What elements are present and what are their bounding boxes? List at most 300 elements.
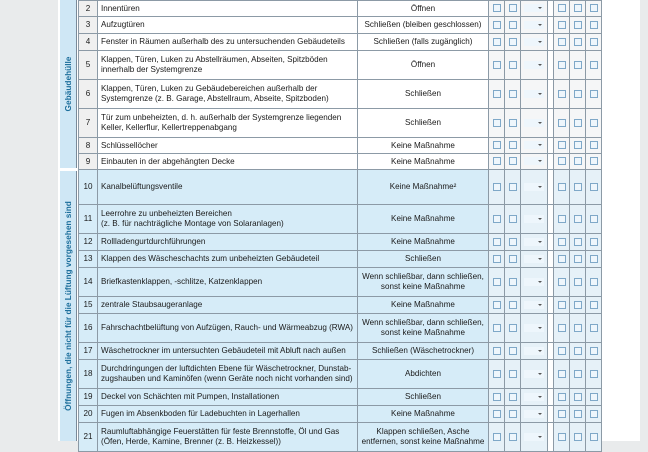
checkbox-cell xyxy=(570,297,586,314)
checkbox-cell xyxy=(554,80,570,109)
dropdown-cell xyxy=(521,51,548,80)
checkbox[interactable] xyxy=(558,157,566,165)
checkbox[interactable] xyxy=(509,215,517,223)
checkbox[interactable] xyxy=(493,347,501,355)
checkbox-cell xyxy=(586,343,602,360)
checkbox-cell xyxy=(586,1,602,17)
section-label-building-envelope xyxy=(60,0,77,168)
row-number: 6 xyxy=(79,80,98,109)
checkbox-cell xyxy=(505,297,521,314)
checkbox[interactable] xyxy=(558,90,566,98)
checkbox-cell xyxy=(489,138,505,154)
status-dropdown[interactable] xyxy=(524,278,544,286)
checkbox[interactable] xyxy=(558,255,566,263)
table-row xyxy=(79,343,602,360)
checkbox-cell xyxy=(505,343,521,360)
table-row xyxy=(79,34,602,51)
table-row xyxy=(79,1,602,17)
row-number: 3 xyxy=(79,17,98,34)
checkbox[interactable] xyxy=(493,433,501,441)
checkbox[interactable] xyxy=(509,238,517,246)
checkbox[interactable] xyxy=(574,410,582,418)
checkbox-cell xyxy=(586,80,602,109)
checkbox-cell xyxy=(554,17,570,34)
checkbox-cell xyxy=(505,406,521,423)
checkbox-cell xyxy=(489,34,505,51)
row-number: 11 xyxy=(79,205,98,234)
row-measure: Schließen xyxy=(358,251,489,268)
checkbox-cell xyxy=(554,51,570,80)
checkbox-cell xyxy=(554,205,570,234)
table-row xyxy=(79,80,602,109)
status-dropdown[interactable] xyxy=(524,301,544,309)
row-description: Aufzugtüren xyxy=(98,17,358,34)
checkbox-cell xyxy=(570,1,586,17)
checkbox[interactable] xyxy=(493,301,501,309)
checkbox-cell xyxy=(505,109,521,138)
row-measure: Keine Maßnahme xyxy=(358,406,489,423)
checkbox[interactable] xyxy=(493,393,501,401)
checkbox-cell xyxy=(489,406,505,423)
checkbox[interactable] xyxy=(558,119,566,127)
row-description: Tür zum unbeheizten, d. h. außerhalb der Systemgrenze liegenden Keller, Kellerflur, Kellertreppenabgang xyxy=(98,109,358,138)
status-dropdown[interactable] xyxy=(524,119,544,127)
checkbox[interactable] xyxy=(574,433,582,441)
row-description: Fenster in Räumen außerhalb des zu untersuchenden Gebäudeteils xyxy=(98,34,358,51)
status-dropdown[interactable] xyxy=(524,347,544,355)
checkbox[interactable] xyxy=(493,38,501,46)
checkbox[interactable] xyxy=(493,324,501,332)
row-number: 18 xyxy=(79,360,98,389)
checkbox-cell xyxy=(489,80,505,109)
row-measure: Öffnen xyxy=(358,51,489,80)
checkbox[interactable] xyxy=(590,90,598,98)
row-measure: Keine Maßnahme xyxy=(358,205,489,234)
row-description: zentrale Staubsaugeranlage xyxy=(98,297,358,314)
checkbox-cell xyxy=(554,170,570,205)
checkbox-cell xyxy=(505,1,521,17)
checkbox-cell xyxy=(570,268,586,297)
row-measure: Schließen xyxy=(358,109,489,138)
checkbox[interactable] xyxy=(509,141,517,149)
row-description: Fahrschachtbelüftung von Aufzügen, Rauch- und Wärmeabzug (RWA) xyxy=(98,314,358,343)
checkbox[interactable] xyxy=(574,238,582,246)
checkbox[interactable] xyxy=(574,255,582,263)
table-row xyxy=(79,314,602,343)
status-dropdown[interactable] xyxy=(524,183,544,191)
checkbox[interactable] xyxy=(493,61,501,69)
checkbox-cell xyxy=(554,234,570,251)
checkbox-cell xyxy=(554,268,570,297)
dropdown-cell xyxy=(521,360,548,389)
checkbox[interactable] xyxy=(509,301,517,309)
checkbox-cell xyxy=(586,34,602,51)
checkbox[interactable] xyxy=(574,183,582,191)
checkbox[interactable] xyxy=(509,4,517,12)
checkbox[interactable] xyxy=(493,215,501,223)
checkbox[interactable] xyxy=(493,157,501,165)
row-measure: Keine Maßnahme xyxy=(358,138,489,154)
row-number: 2 xyxy=(79,1,98,17)
checkbox[interactable] xyxy=(493,119,501,127)
row-description: Klappen des Wäscheschachts zum unbeheizten Gebäudeteil xyxy=(98,251,358,268)
checkbox-cell xyxy=(570,154,586,170)
checkbox-cell xyxy=(586,406,602,423)
table-row xyxy=(79,154,602,170)
status-dropdown[interactable] xyxy=(524,21,544,29)
checkbox[interactable] xyxy=(574,38,582,46)
row-number: 13 xyxy=(79,251,98,268)
checkbox[interactable] xyxy=(509,324,517,332)
checkbox[interactable] xyxy=(493,4,501,12)
table-row xyxy=(79,205,602,234)
checkbox-cell xyxy=(505,360,521,389)
checkbox[interactable] xyxy=(509,38,517,46)
checkbox[interactable] xyxy=(558,433,566,441)
checkbox-cell xyxy=(586,17,602,34)
dropdown-cell xyxy=(521,314,548,343)
dropdown-cell xyxy=(521,251,548,268)
checkbox[interactable] xyxy=(558,4,566,12)
checkbox-cell xyxy=(505,170,521,205)
dropdown-cell xyxy=(521,109,548,138)
checkbox[interactable] xyxy=(574,90,582,98)
row-measure: Schließen (bleiben geschlossen) xyxy=(358,17,489,34)
row-measure: Keine Maßnahme xyxy=(358,234,489,251)
status-dropdown[interactable] xyxy=(524,157,544,165)
checkbox[interactable] xyxy=(509,278,517,286)
dropdown-cell xyxy=(521,297,548,314)
status-dropdown[interactable] xyxy=(524,90,544,98)
status-dropdown[interactable] xyxy=(524,141,544,149)
checkbox[interactable] xyxy=(590,393,598,401)
status-dropdown[interactable] xyxy=(524,61,544,69)
table-row xyxy=(79,138,602,154)
checkbox[interactable] xyxy=(509,393,517,401)
checkbox[interactable] xyxy=(590,4,598,12)
checkbox-cell xyxy=(570,251,586,268)
table-row xyxy=(79,406,602,423)
checkbox-cell xyxy=(554,406,570,423)
checkbox-cell xyxy=(505,314,521,343)
checkbox[interactable] xyxy=(558,370,566,378)
checkbox[interactable] xyxy=(558,61,566,69)
checkbox[interactable] xyxy=(574,4,582,12)
checkbox[interactable] xyxy=(558,183,566,191)
checkbox[interactable] xyxy=(493,410,501,418)
checkbox[interactable] xyxy=(558,38,566,46)
checkbox[interactable] xyxy=(558,301,566,309)
checkbox[interactable] xyxy=(574,215,582,223)
checkbox-cell xyxy=(505,423,521,452)
checkbox-cell xyxy=(570,109,586,138)
checkbox[interactable] xyxy=(493,90,501,98)
checkbox-cell xyxy=(489,109,505,138)
checkbox[interactable] xyxy=(590,255,598,263)
dropdown-cell xyxy=(521,205,548,234)
checkbox-cell xyxy=(586,170,602,205)
checkbox[interactable] xyxy=(493,278,501,286)
checkbox-cell xyxy=(570,343,586,360)
checkbox[interactable] xyxy=(509,410,517,418)
checkbox-cell xyxy=(489,251,505,268)
checkbox[interactable] xyxy=(558,347,566,355)
checkbox-cell xyxy=(586,138,602,154)
checkbox-cell xyxy=(489,423,505,452)
checkbox[interactable] xyxy=(509,21,517,29)
row-number: 19 xyxy=(79,389,98,406)
checkbox[interactable] xyxy=(590,324,598,332)
checkbox-cell xyxy=(505,251,521,268)
row-number: 10 xyxy=(79,170,98,205)
checkbox[interactable] xyxy=(509,157,517,165)
checkbox-cell xyxy=(586,51,602,80)
checkbox[interactable] xyxy=(493,21,501,29)
checkbox-cell xyxy=(489,360,505,389)
checkbox-cell xyxy=(554,360,570,389)
checkbox-cell xyxy=(586,389,602,406)
measures-table xyxy=(78,0,602,452)
checkbox[interactable] xyxy=(558,324,566,332)
dropdown-cell xyxy=(521,406,548,423)
checkbox-cell xyxy=(489,170,505,205)
checkbox[interactable] xyxy=(590,215,598,223)
row-measure: Keine Maßnahme xyxy=(358,297,489,314)
table-row xyxy=(79,234,602,251)
checkbox[interactable] xyxy=(574,301,582,309)
checkbox[interactable] xyxy=(590,141,598,149)
checkbox[interactable] xyxy=(590,278,598,286)
checkbox-cell xyxy=(489,314,505,343)
checkbox-cell xyxy=(570,389,586,406)
checkbox[interactable] xyxy=(590,433,598,441)
row-measure: Wenn schließbar, dann schließen, sonst keine Maßnahme xyxy=(358,314,489,343)
status-dropdown[interactable] xyxy=(524,4,544,12)
section-label-text: Öffnungen, die nicht für die Lüftung vorgesehen sind xyxy=(63,201,73,411)
row-measure: Wenn schließbar, dann schließen, sonst keine Maßnahme xyxy=(358,268,489,297)
checkbox[interactable] xyxy=(558,410,566,418)
status-dropdown[interactable] xyxy=(524,215,544,223)
checkbox[interactable] xyxy=(590,61,598,69)
table-row xyxy=(79,51,602,80)
checkbox[interactable] xyxy=(558,278,566,286)
checkbox[interactable] xyxy=(590,238,598,246)
checkbox[interactable] xyxy=(590,301,598,309)
status-dropdown[interactable] xyxy=(524,255,544,263)
checkbox-cell xyxy=(489,268,505,297)
row-description: Leerrohre zu unbeheizten Bereichen (z. B. für nachträgliche Montage von Solaranlagen) xyxy=(98,205,358,234)
checkbox-cell xyxy=(586,205,602,234)
dropdown-cell xyxy=(521,80,548,109)
checkbox[interactable] xyxy=(509,347,517,355)
checkbox[interactable] xyxy=(590,38,598,46)
checkbox[interactable] xyxy=(574,370,582,378)
row-number: 16 xyxy=(79,314,98,343)
checkbox-cell xyxy=(489,1,505,17)
checkbox[interactable] xyxy=(590,119,598,127)
row-measure: Schließen (Wäschetrockner) xyxy=(358,343,489,360)
checkbox-cell xyxy=(489,389,505,406)
row-description: Deckel von Schächten mit Pumpen, Installationen xyxy=(98,389,358,406)
checkbox[interactable] xyxy=(493,255,501,263)
table-row xyxy=(79,109,602,138)
checkbox[interactable] xyxy=(590,157,598,165)
checkbox[interactable] xyxy=(590,410,598,418)
checkbox-cell xyxy=(586,251,602,268)
table-row xyxy=(79,360,602,389)
status-dropdown[interactable] xyxy=(524,238,544,246)
row-number: 17 xyxy=(79,343,98,360)
status-dropdown[interactable] xyxy=(524,433,544,441)
table-row xyxy=(79,17,602,34)
checkbox-cell xyxy=(586,314,602,343)
checkbox-cell xyxy=(554,343,570,360)
row-number: 8 xyxy=(79,138,98,154)
checkbox[interactable] xyxy=(574,61,582,69)
checkbox-cell xyxy=(570,17,586,34)
dropdown-cell xyxy=(521,343,548,360)
checkbox-cell xyxy=(586,297,602,314)
checkbox-cell xyxy=(489,154,505,170)
checkbox[interactable] xyxy=(590,183,598,191)
row-number: 14 xyxy=(79,268,98,297)
checkbox-cell xyxy=(505,154,521,170)
checkbox-cell xyxy=(489,297,505,314)
checkbox[interactable] xyxy=(558,141,566,149)
checkbox-cell xyxy=(570,80,586,109)
checkbox[interactable] xyxy=(574,119,582,127)
table-row xyxy=(79,170,602,205)
checkbox[interactable] xyxy=(574,393,582,401)
checkbox[interactable] xyxy=(574,157,582,165)
checkbox-cell xyxy=(586,109,602,138)
table-row xyxy=(79,423,602,452)
dropdown-cell xyxy=(521,154,548,170)
status-dropdown[interactable] xyxy=(524,324,544,332)
row-measure: Schließen (falls zugänglich) xyxy=(358,34,489,51)
dropdown-cell xyxy=(521,34,548,51)
checkbox-cell xyxy=(570,360,586,389)
checkbox[interactable] xyxy=(509,183,517,191)
row-description: Fugen im Absenkboden für Ladebuchten in Lagerhallen xyxy=(98,406,358,423)
row-number: 15 xyxy=(79,297,98,314)
checkbox-cell xyxy=(570,423,586,452)
checkbox-cell xyxy=(505,138,521,154)
checkbox-cell xyxy=(586,154,602,170)
row-measure: Schließen xyxy=(358,80,489,109)
row-number: 12 xyxy=(79,234,98,251)
checkbox[interactable] xyxy=(558,21,566,29)
checkbox-cell xyxy=(505,34,521,51)
table-row xyxy=(79,389,602,406)
checkbox[interactable] xyxy=(493,238,501,246)
checkbox-cell xyxy=(505,17,521,34)
checkbox[interactable] xyxy=(509,255,517,263)
checkbox[interactable] xyxy=(574,347,582,355)
checkbox-cell xyxy=(570,34,586,51)
checkbox[interactable] xyxy=(574,278,582,286)
checkbox-cell xyxy=(554,1,570,17)
row-description: Rollladengurtdurchführungen xyxy=(98,234,358,251)
row-number: 9 xyxy=(79,154,98,170)
row-description: Innentüren xyxy=(98,1,358,17)
row-measure: Klappen schließen, Asche entfernen, sonst keine Maßnahme xyxy=(358,423,489,452)
checkbox[interactable] xyxy=(558,215,566,223)
dropdown-cell xyxy=(521,138,548,154)
checkbox[interactable] xyxy=(509,433,517,441)
checkbox[interactable] xyxy=(509,119,517,127)
checkbox-cell xyxy=(489,17,505,34)
row-measure: Schließen xyxy=(358,389,489,406)
checkbox[interactable] xyxy=(590,21,598,29)
dropdown-cell xyxy=(521,389,548,406)
checkbox[interactable] xyxy=(509,370,517,378)
status-dropdown[interactable] xyxy=(524,410,544,418)
row-number: 5 xyxy=(79,51,98,80)
row-number: 21 xyxy=(79,423,98,452)
checkbox-cell xyxy=(554,138,570,154)
dropdown-cell xyxy=(521,170,548,205)
status-dropdown[interactable] xyxy=(524,393,544,401)
checkbox-cell xyxy=(586,234,602,251)
checkbox-cell xyxy=(570,406,586,423)
checkbox-cell xyxy=(554,314,570,343)
checkbox-cell xyxy=(489,51,505,80)
section-label-text: Gebäudehülle xyxy=(63,56,73,112)
checkbox-cell xyxy=(505,51,521,80)
row-description: Kanalbelüftungsventile xyxy=(98,170,358,205)
row-number: 7 xyxy=(79,109,98,138)
status-dropdown[interactable] xyxy=(524,370,544,378)
checkbox-cell xyxy=(554,154,570,170)
checkbox-cell xyxy=(554,109,570,138)
checkbox-cell xyxy=(489,343,505,360)
checkbox[interactable] xyxy=(558,238,566,246)
row-description: Schlüssellöcher xyxy=(98,138,358,154)
dropdown-cell xyxy=(521,1,548,17)
checkbox-cell xyxy=(554,389,570,406)
row-description: Briefkastenklappen, -schlitze, Katzenklappen xyxy=(98,268,358,297)
dropdown-cell xyxy=(521,234,548,251)
checkbox-cell xyxy=(570,170,586,205)
checkbox[interactable] xyxy=(558,393,566,401)
checkbox[interactable] xyxy=(493,183,501,191)
checkbox[interactable] xyxy=(574,21,582,29)
right-margin xyxy=(640,0,648,441)
checkbox[interactable] xyxy=(574,324,582,332)
checkbox-cell xyxy=(505,389,521,406)
checkbox[interactable] xyxy=(493,370,501,378)
checkbox-cell xyxy=(570,314,586,343)
checkbox[interactable] xyxy=(493,141,501,149)
row-measure: Keine Maßnahme² xyxy=(358,170,489,205)
checkbox-cell xyxy=(505,268,521,297)
section-label-openings xyxy=(60,171,77,441)
row-measure: Öffnen xyxy=(358,1,489,17)
checkbox[interactable] xyxy=(590,347,598,355)
dropdown-cell xyxy=(521,423,548,452)
checkbox-cell xyxy=(554,251,570,268)
status-dropdown[interactable] xyxy=(524,38,544,46)
checkbox[interactable] xyxy=(574,141,582,149)
checkbox[interactable] xyxy=(509,90,517,98)
row-description: Einbauten in der abgehängten Decke xyxy=(98,154,358,170)
checkbox[interactable] xyxy=(590,370,598,378)
row-number: 4 xyxy=(79,34,98,51)
checkbox-cell xyxy=(570,138,586,154)
checkbox[interactable] xyxy=(509,61,517,69)
checkbox-cell xyxy=(554,423,570,452)
